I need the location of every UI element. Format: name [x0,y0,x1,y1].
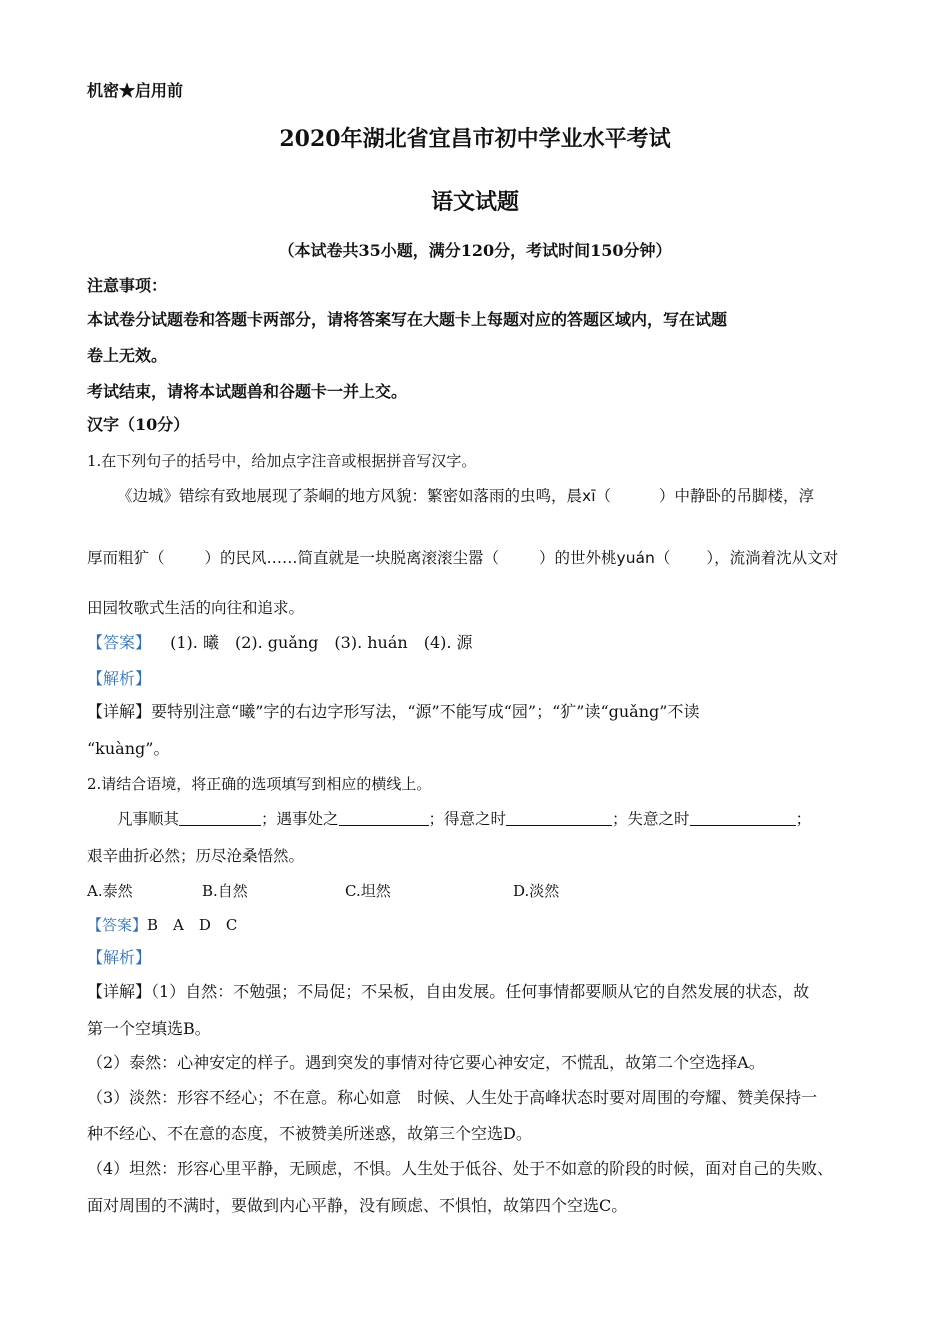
q1-prompt: 1.在下列句子的括号中，给加点字注音或根据拼音写汉字。 [87,452,477,470]
confidential-label: 机密★启用前 [87,81,184,100]
q1-passage-line-1 [117,485,814,507]
q1-passage-text: 《边城》错综有致地展现了荼峒的地方风貌：繁密如落雨的虫鸣，晨 [117,487,583,505]
q2-detail-line-6: （4）坦然：形容心里平静，无顾虑，不惧。人生处于低谷、处于不如意的阶段的时候，面对自己的失败、 [87,1159,834,1178]
q1-passage-text: ）的世外桃 [539,549,617,567]
subject-title: 语文试题 [430,189,519,215]
q1-passage-text: 厚而粗犷（ [87,549,165,567]
q2-passage-text: ；得意之时 [428,810,507,828]
q2-passage-text: 凡事顺其 [117,810,180,828]
detail-tag: 【详解】 [87,702,152,721]
option-b: B.自然 [202,882,248,900]
q2-answer [87,914,237,936]
option-c: C.坦然 [345,882,391,900]
q1-passage-line-2 [87,547,838,569]
answer-text: B A D C [147,916,238,934]
q2-options [87,880,559,902]
pinyin-yuan: yuán（ [616,549,671,567]
q2-detail-line-4: （3）淡然：形容不经心；不在意。称心如意 时候、人生处于高峰状态时要对周围的夸耀、赞美保持一 [87,1088,818,1107]
section-heading: 汉字（10分） [87,415,190,434]
q1-analysis-tag: 【解析】 [87,669,152,688]
q2-detail-line-7: 面对周围的不满时，要做到内心平静，没有顾虑、不惧怕，故第四个空选C。 [87,1196,628,1215]
option-d: D.淡然 [513,882,560,900]
q2-passage-text: ；失意之时 [612,810,690,828]
q2-analysis-tag: 【解析】 [87,948,152,967]
q2-prompt: 2.请结合语境，将正确的选项填写到相应的横线上。 [87,775,432,793]
fill-blank-1[interactable] [179,809,261,826]
fill-blank-2[interactable] [339,809,429,826]
page-title: 2020年湖北省宜昌市初中学业水平考试 [279,126,671,152]
fill-blank-4[interactable] [690,809,796,826]
q2-detail-line-3: （2）泰然：心神安定的样子。遇到突发的事情对待它要心神安定，不慌乱，故第二个空选择A。 [87,1053,765,1072]
exam-info: （本试卷共35小题，满分120分，考试时间150分钟） [278,241,672,260]
q1-passage-text: ）中静卧的吊脚楼，淳 [659,487,815,505]
pinyin-xi: xī（ [582,487,611,505]
q2-detail-line-2: 第一个空填选B。 [87,1019,211,1038]
q2-passage-text: ； [795,810,812,828]
notice-heading: 注意事项： [87,276,168,295]
notice-line-1: 本试卷分试题卷和答题卡两部分，请将答案写在大题卡上每题对应的答题区域内，写在试题 [87,310,728,329]
q1-detail-line-2: “kuàng”。 [87,739,170,758]
q2-passage-line-2: 艰辛曲折必然；历尽沧桑悟然。 [87,847,305,865]
answer-tag: 【答案】 [87,633,152,652]
detail-text: （1）自然：不勉强；不局促；不呆板，自由发展。任何事情都要顺从它的自然发展的状态，故 [151,982,810,1001]
detail-text: 要特别注意“曦”字的右边字形写法，“源”不能写成“园”；“犷”读“guǎng”不读 [151,702,700,721]
q1-passage-text: ）的民风……简直就是一块脱离滚滚尘嚣（ [204,549,500,567]
notice-line-3: 考试结束，请将本试题兽和谷题卡一并上交。 [87,382,408,401]
q1-detail-line-1 [87,701,699,723]
answer-text: (1). 曦 (2). guǎng (3). huán (4). 源 [170,633,473,652]
q1-answer [87,632,473,654]
q2-passage-text: ；遇事处之 [261,810,339,828]
q2-passage-line-1 [117,808,811,830]
q1-passage-line-3: 田园牧歌式生活的向往和追求。 [87,599,305,617]
fill-blank-3[interactable] [506,809,612,826]
q2-detail-line-5: 种不经心、不在意的态度，不被赞美所迷惑，故第三个空选D。 [87,1124,532,1143]
answer-tag: 【答案】 [87,916,148,934]
detail-tag: 【详解】 [87,982,152,1001]
q2-detail-line-1 [87,981,809,1003]
q1-passage-text: ），流淌着沈从文对 [706,549,839,567]
option-a: A.泰然 [87,882,133,900]
notice-line-2: 卷上无效。 [87,346,168,365]
